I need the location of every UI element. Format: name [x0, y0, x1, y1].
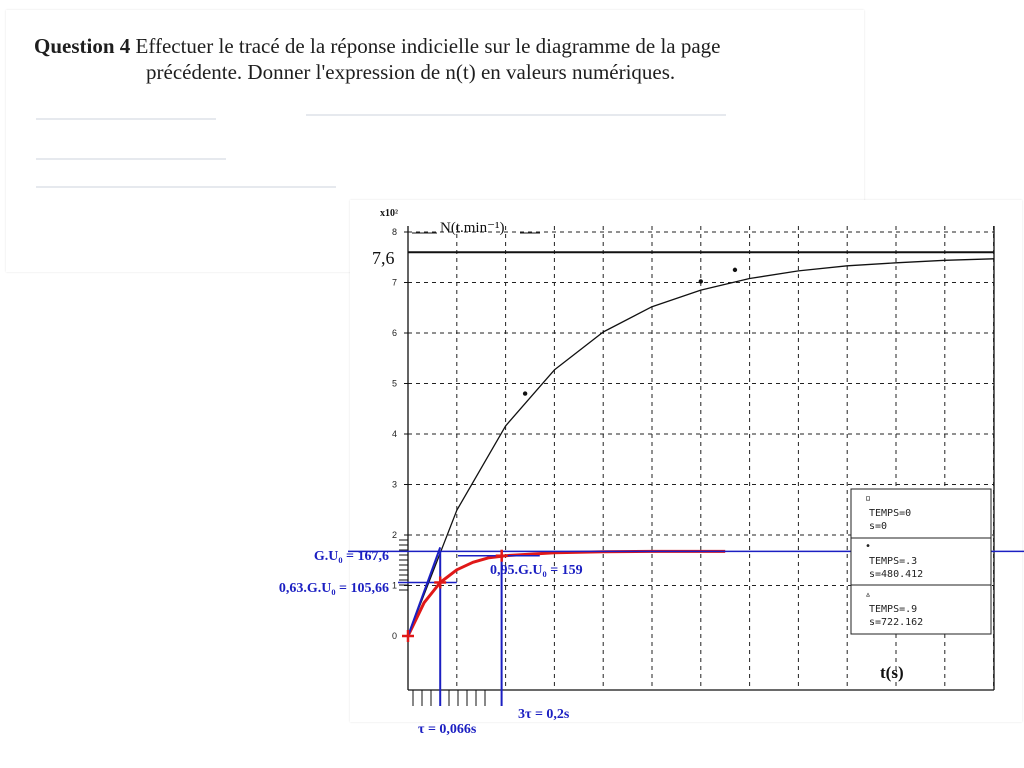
y-axis-label: N(t.min⁻¹): [440, 220, 505, 236]
legend-marker-label: TEMPS=.9: [869, 604, 918, 615]
curve-point: [699, 279, 703, 283]
three-tau-label: 3τ = 0,2s: [518, 707, 570, 722]
y-tick-label: 0: [391, 631, 397, 641]
y-tick-label: 1: [391, 580, 397, 591]
y-multiplier: x10²: [380, 208, 398, 219]
marker-legend: [851, 489, 991, 634]
gu0-095-label: 0,95.G.U₀ = 159: [490, 563, 583, 578]
question-line1: Effectuer le tracé de la réponse indicielle sur le diagramme de la page: [135, 34, 721, 58]
y-tick-label: 7: [391, 277, 397, 288]
legend-marker-label: TEMPS=0: [869, 508, 912, 519]
legend-marker-symbol: •: [865, 541, 872, 552]
y-tick-label: 5: [391, 378, 397, 389]
legend-marker-value: s=0: [869, 521, 888, 532]
legend-marker-label: TEMPS=.3: [869, 556, 918, 567]
chart-labels: [279, 208, 904, 737]
tangent-line: [408, 547, 440, 636]
y-tick-label: 6: [391, 328, 397, 338]
legend-marker-symbol: ▫: [865, 493, 872, 504]
y-tick-label: 3: [391, 479, 397, 490]
question-line2: précédente. Donner l'expression de n(t) en valeurs numériques.: [146, 60, 676, 84]
curve-point: [733, 268, 737, 272]
y-tick-label: 8: [391, 227, 397, 237]
legend-marker-value: s=722.162: [869, 617, 924, 628]
x-axis-label: t(s): [880, 663, 904, 682]
question-label: Question 4: [34, 34, 131, 58]
legend-marker-symbol: ▵: [865, 589, 872, 600]
y-tick-label: 4: [391, 429, 397, 439]
chart-ticks: [392, 227, 485, 706]
curve-point: [523, 391, 527, 395]
gu0-label: G.U₀ = 167,6: [313, 549, 389, 564]
final-value-label: 7,6: [372, 248, 395, 268]
tau-label: τ = 0,066s: [418, 722, 477, 737]
y-tick-label: 2: [391, 530, 397, 540]
gu0-063-label: 0,63.G.U₀ = 105,66: [278, 581, 389, 596]
legend-marker-value: s=480.412: [869, 569, 924, 580]
